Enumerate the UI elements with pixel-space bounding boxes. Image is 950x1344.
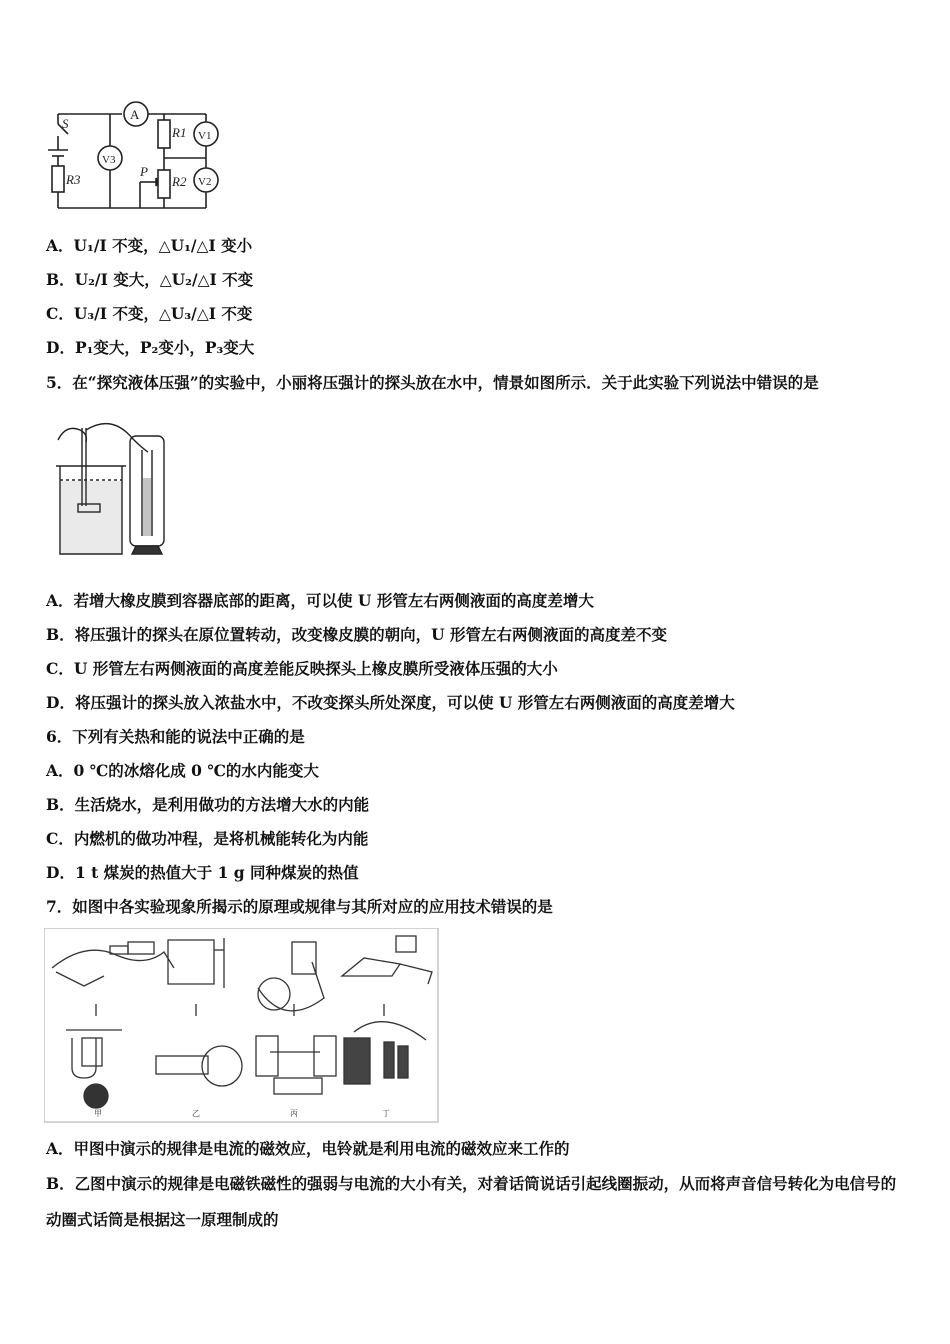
q5-option-b: B．将压强计的探头在原位置转动，改变橡皮膜的朝向，U 形管左右两侧液面的高度差不变: [46, 625, 668, 644]
figure-label-yi: 乙: [192, 1109, 200, 1118]
r2-label: R2: [172, 174, 187, 189]
circuit-diagram: [40, 96, 230, 218]
q7-stem: 7．如图中各实验现象所揭示的原理或规律与其所对应的应用技术错误的是: [46, 897, 553, 916]
electromagnetism-figure: [44, 928, 440, 1124]
q6-option-a: A．0 ℃的冰熔化成 0 ℃的水内能变大: [46, 761, 319, 780]
q5-option-c: C．U 形管左右两侧液面的高度差能反映探头上橡皮膜所受液体压强的大小: [46, 659, 558, 678]
q5-stem: 5．在“探究液体压强”的实验中，小丽将压强计的探头放在水中，情景如图所示．关于此实验下列说法中错误的是: [46, 373, 819, 392]
q4-option-a: A．U₁/I 不变，△U₁/△I 变小: [46, 236, 253, 255]
q7-option-a: A．甲图中演示的规律是电流的磁效应，电铃就是利用电流的磁效应来工作的: [46, 1139, 570, 1158]
q6-option-c: C．内燃机的做功冲程，是将机械能转化为内能: [46, 829, 369, 848]
slider-label: P: [140, 164, 148, 179]
v3-label: V3: [102, 154, 116, 166]
switch-label: S: [62, 116, 69, 131]
q6-option-b: B．生活烧水，是利用做功的方法增大水的内能: [46, 795, 370, 814]
figure-label-bing: 丙: [290, 1109, 298, 1118]
r1-label: R1: [172, 125, 187, 140]
q4-option-d: D．P₁变大，P₂变小，P₃变大: [46, 338, 255, 357]
figure-label-jia: 甲: [94, 1109, 102, 1118]
q4-option-c: C．U₃/I 不变，△U₃/△I 不变: [46, 304, 253, 323]
figure-label-ding: 丁: [382, 1109, 390, 1118]
pressure-gauge-figure: [52, 418, 177, 560]
q6-stem: 6．下列有关热和能的说法中正确的是: [46, 727, 305, 746]
q5-option-d: D．将压强计的探头放入浓盐水中，不改变探头所处深度，可以使 U 形管左右两侧液面的高度差增大: [46, 693, 735, 712]
q4-option-b: B．U₂/I 变大，△U₂/△I 不变: [46, 270, 254, 289]
r3-label: R3: [66, 172, 81, 187]
q5-option-a: A．若增大橡皮膜到容器底部的距离，可以使 U 形管左右两侧液面的高度差增大: [46, 591, 594, 610]
q6-option-d: D．1 t 煤炭的热值大于 1 g 同种煤炭的热值: [46, 863, 359, 882]
ammeter-label: A: [130, 107, 140, 122]
q7-option-b: B．乙图中演示的规律是电磁铁磁性的强弱与电流的大小有关，对着话筒说话引起线圈振动，从而将声音信号转化为电信号的动圈式话筒是根据这一原理制成的: [46, 1174, 897, 1229]
v2-label: V2: [198, 176, 212, 188]
v1-label: V1: [198, 130, 212, 142]
